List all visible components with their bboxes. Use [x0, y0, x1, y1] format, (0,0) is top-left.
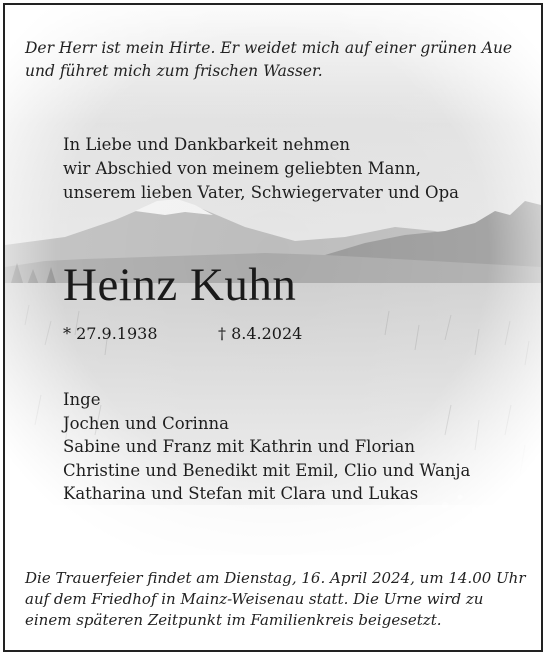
- psalm-line: Der Herr ist mein Hirte. Er weidet mich auf einer grünen Aue: [25, 39, 513, 57]
- family-member: Jochen und Corinna: [63, 413, 229, 433]
- psalm-line: und führet mich zum frischen Wasser.: [25, 62, 323, 80]
- family-member: Inge: [63, 390, 101, 409]
- notice-line: Die Trauerfeier findet am Dienstag, 16. April 2024, um 14.00 Uhr: [25, 569, 526, 587]
- family-member: Christine und Benedikt mit Emil, Clio und Wanja: [63, 460, 471, 480]
- birth-date: * 27.9.1938: [63, 324, 158, 343]
- family-member: Katharina und Stefan mit Clara und Lukas: [63, 484, 419, 503]
- obituary-card: [3, 3, 543, 652]
- family-member: Sabine und Franz mit Kathrin und Florian: [63, 437, 416, 456]
- intro-text: [63, 133, 533, 205]
- death-date: † 8.4.2024: [218, 324, 303, 343]
- notice-line: einem späteren Zeitpunkt im Familienkreis beigesetzt.: [25, 611, 442, 629]
- deceased-name: Heinz Kuhn: [63, 259, 297, 311]
- intro-line: wir Abschied von meinem geliebten Mann,: [63, 159, 421, 178]
- notice-line: auf dem Friedhof in Mainz-Weisenau statt. Die Urne wird zu: [25, 590, 484, 608]
- intro-line: In Liebe und Dankbarkeit nehmen: [63, 135, 350, 154]
- intro-line: unserem lieben Vater, Schwiegervater und Opa: [63, 183, 459, 202]
- funeral-notice: [25, 568, 530, 631]
- family-list: [63, 388, 533, 506]
- psalm-quote: [25, 37, 525, 83]
